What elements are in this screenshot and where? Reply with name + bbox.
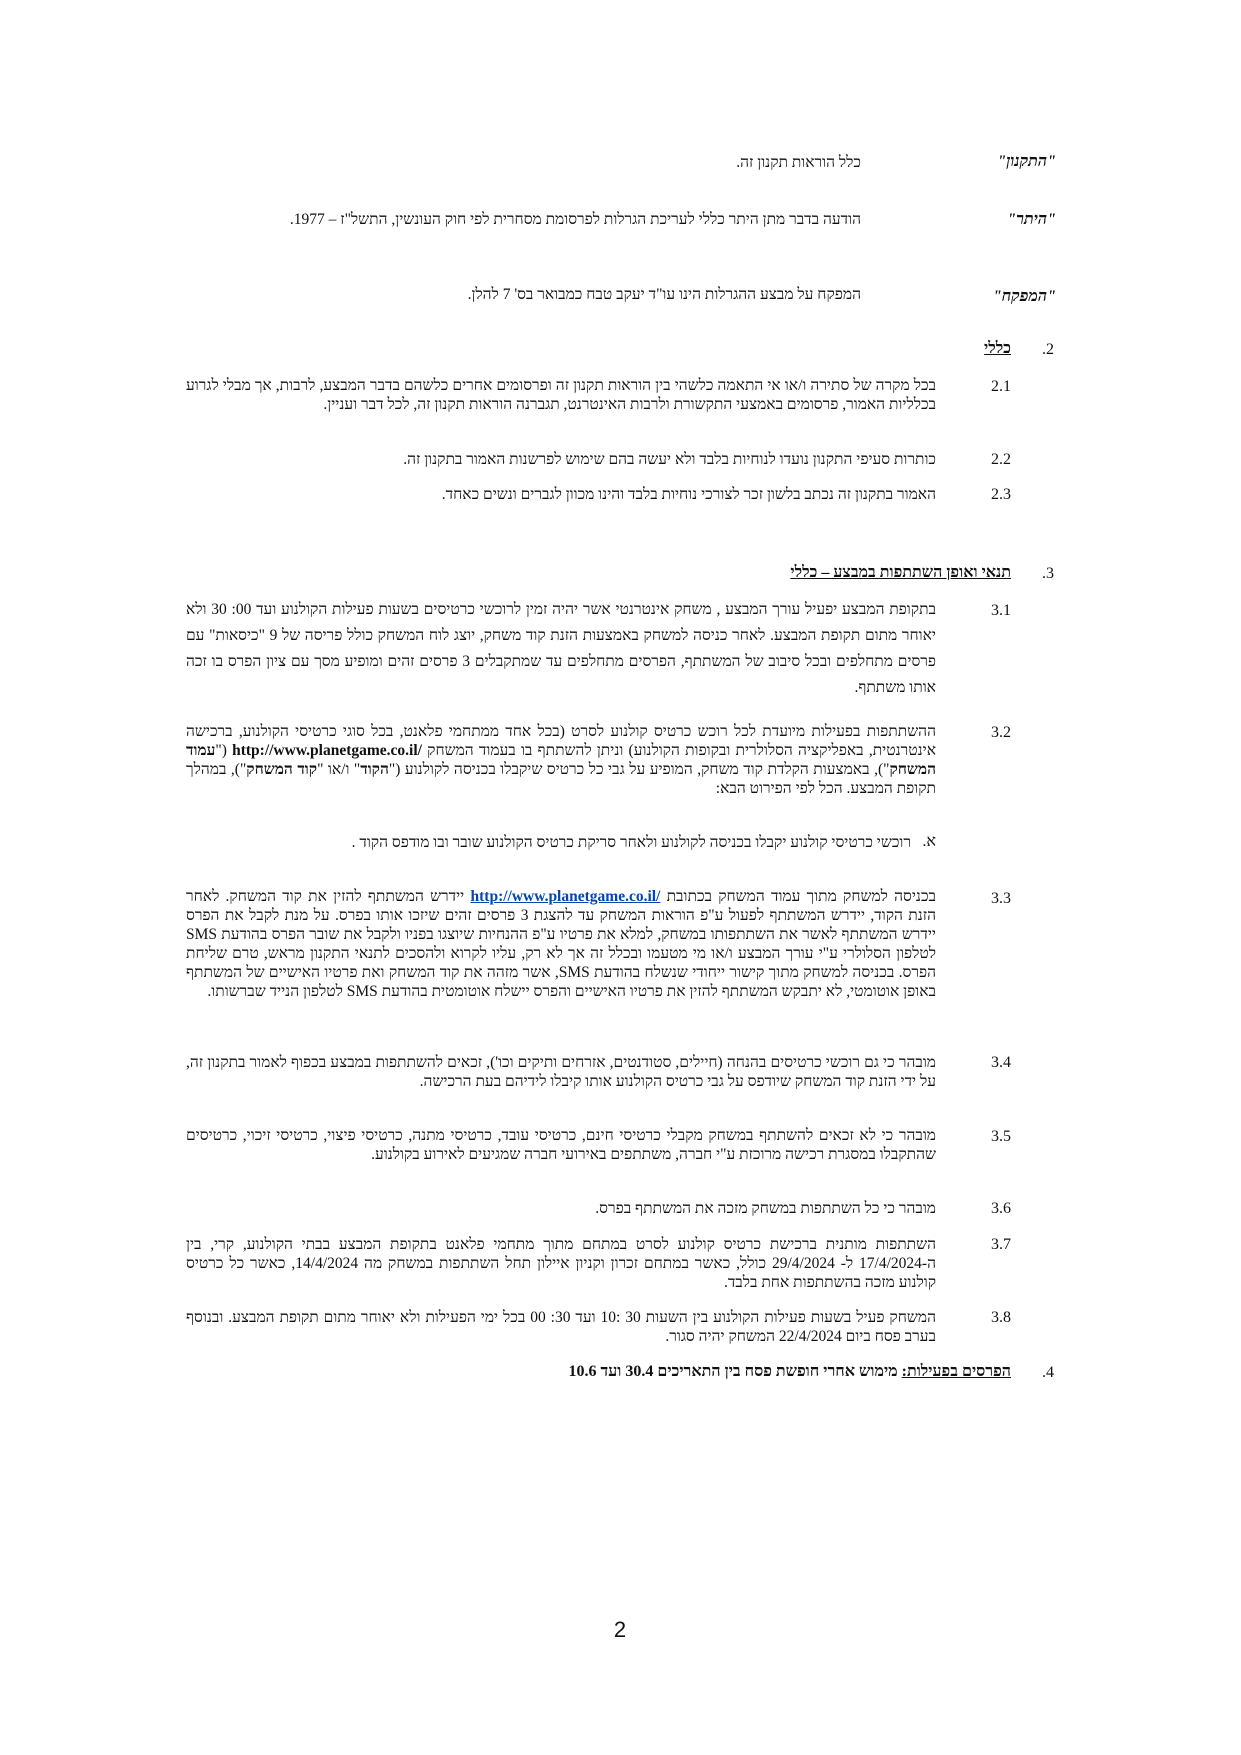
section-3-2-part-4: " ו/או " [317, 761, 361, 778]
section-2-3-number: 2.3 [991, 486, 1011, 503]
term-code: הקוד [360, 761, 389, 778]
section-3-4-number: 3.4 [991, 1054, 1011, 1071]
section-2-2-number: 2.2 [991, 451, 1011, 468]
section-2-number: 2. [1042, 341, 1054, 358]
section-3-8-text: המשחק פעיל בשעות פעילות הקולנוע בין השעות 30 :10 ועד 30: 00 בכל ימי הפעילות ולא יאוחר מתום תקופת המבצע. ובנוסף בערב פסח ביום 22/4/2024 המשחק יהיה סגור. [186, 1309, 936, 1345]
section-3-5-number: 3.5 [991, 1128, 1011, 1145]
definition-term-regulations: "התקנון" [997, 153, 1056, 170]
game-page-link[interactable]: http://www.planetgame.co.il/ [470, 888, 661, 905]
section-3-7-number: 3.7 [991, 1236, 1011, 1253]
section-2-title: כללי [984, 340, 1011, 357]
section-3-3-part-1: בכניסה למשחק מתוך עמוד המשחק בכתובת [666, 888, 937, 905]
section-3-title: תנאי ואופן השתתפות במבצע – כללי [790, 564, 1011, 581]
definition-text-regulations: כלל הוראות תקנון זה. [736, 154, 861, 171]
section-3-3-text [186, 887, 936, 1001]
section-4-subtitle: מימוש אחרי חופשת פסח בין התאריכים 30.4 ועד 10.6 [568, 1363, 898, 1380]
section-3-number: 3. [1042, 565, 1054, 582]
section-2-3-text: האמור בתקנון זה נכתב בלשון זכר לצורכי נוחיות בלבד והינו מכוון לגברים ונשים כאחד. [441, 486, 936, 503]
section-3-1-text: בתקופת המבצע יפעיל עורך המבצע , משחק אינטרנטי אשר יהיה זמין לרוכשי כרטיסים בשעות פעילות הקולנוע ועד 00: 30 ולא יאוחר מתום תקופת המבצע. לאחר כניסה למשחק באמצעות הזנת קוד משחק, יוצג לוח המשחק כולל פריסה של 9 "כיסאות" עם פרסים מתחלפים ובכל סיבוב של המשתתף, הפרסים מתחלפים עד שמתקבלים 3 פרסים זהים ומופיע מסך עם ציון הפרס בו זכה אותו משתתף. [186, 601, 936, 696]
definition-term-supervisor: "המפקח" [992, 288, 1056, 305]
section-3-2-a-text: רוכשי כרטיסי קולנוע יקבלו בכניסה לקולנוע ולאחר סריקת כרטיס הקולנוע שובר ובו מודפס הקוד . [351, 834, 911, 851]
definition-text-permit: הודעה בדבר מתן היתר כללי לעריכת הגרלות לפרסומת מסחרית לפי חוק העונשין, התשל"ז – 1977. [289, 211, 861, 228]
section-3-2-part-2: (" [215, 742, 227, 759]
section-3-6-number: 3.6 [991, 1200, 1011, 1217]
term-game-code: קוד המשחק [246, 761, 318, 778]
section-3-2-part-1: ההשתתפות בפעילות מיועדת לכל רוכש כרטיס קולנוע לסרט (בכל אחד ממתחמי פלאנט, בכל סוגי כרטיסי הקולנוע, ברכישה אינטרנטית, באפליקציה הסלולרית ובקופות הקולנוע) וניתן להשתתף בו בעמוד המשחק [186, 723, 937, 759]
section-3-2-part-3: "), באמצעות הקלדת קוד משחק, המופיע על גבי כל כרטיס שיקבלו בכניסה לקולנוע (" [388, 761, 890, 778]
section-4-heading [569, 1363, 1012, 1381]
section-3-7-text: השתתפות מותנית ברכישת כרטיס קולנוע לסרט במתחם מתוך מתחמי פלאנט בתקופת המבצע בבתי הקולנוע, קרי, בין ה-17/4/2024 ל- 29/4/2024 כולל, כאשר במתחם זכרון וקניון איילון תחל השתתפות במשחק מה 14/4/2024, כאשר כל כרטיס קולנוע מזכה בהשתתפות אחת בלבד. [186, 1236, 936, 1291]
section-3-8-number: 3.8 [991, 1309, 1011, 1326]
section-3-6-text: מובהר כי כל השתתפות במשחק מזכה את המשתתף בפרס. [595, 1200, 936, 1217]
section-4-title: הפרסים בפעילות: [901, 1363, 1011, 1380]
section-4-number: 4. [1042, 1364, 1054, 1381]
section-3-1-number: 3.1 [991, 602, 1011, 619]
definition-text-supervisor: המפקח על מבצע ההגרלות הינו עו"ד יעקב טבח כמבואר בס' 7 להלן. [467, 286, 861, 303]
section-3-3-part-2: יידרש המשתתף להזין את קוד המשחק. לאחר הזנת הקוד, יידרש המשתתף לפעול ע"פ הוראות המשחק עד להצגת 3 פרסים זהים שיזכו אותו בפרס. על מנת לקבל את הפרס יידרש המשתתף לאשר את השתתפותו במשחק, למלא את פרטיו ע"פ ההנחיות שיוצגו בפניו ולקבל את שובר הפרס בהודעת SMS לטלפון הסלולרי ע"י עורך המבצע ו/או מי מטעמו ובכלל זה אך לא רק, עליו לקרוא ולהסכים לתנאי התקנון מראש, טרם שליחת הפרס. בכניסה למשחק מתוך קישור ייחודי שנשלח בהודעת SMS, אשר מזהה את קוד המשחק ואת פרטיו האישיים של המשתתף באופן אוטומטי, לא יתבקש המשתתף להזין את פרטיו האישיים והפרס יישלח אוטומטית בהודעת SMS לטלפון הנייד שברשותו. [186, 888, 937, 1000]
section-3-3-number: 3.3 [991, 890, 1011, 907]
section-2-2-text: כותרות סעיפי התקנון נועדו לנוחיות בלבד ולא יעשה בהם שימוש לפרשנות האמור בתקנון זה. [403, 451, 936, 468]
section-3-4-text: מובהר כי גם רוכשי כרטיסים בהנחה (חיילים, סטודנטים, אזרחים ותיקים וכו'), זכאים להשתתפות במבצע בכפוף לאמור בתקנון זה, על ידי הזנת קוד המשחק שיודפס על גבי כרטיס הקולנוע אותו קיבלו לידיהם בעת הרכישה. [186, 1054, 936, 1090]
section-3-2-text [186, 722, 936, 798]
section-3-2-number: 3.2 [991, 724, 1011, 741]
term-game-page: עמוד המשחק [186, 742, 936, 778]
section-3-2-a-label: א. [922, 833, 936, 850]
section-3-2-part-5: "), במהלך תקופת המבצע. הכל לפי הפירוט הבא: [186, 761, 936, 797]
section-2-1-text: בכל מקרה של סתירה ו/או אי התאמה כלשהי בין הוראות תקנון זה ופרסומים אחרים כלשהם בדבר המבצע, לרבות, אך מבלי לגרוע בכלליות האמור, פרסומים באמצעי התקשורת ולרבות האינטרנט, תגברנה הוראות תקנון זה, לכל דבר ועניין. [186, 377, 936, 413]
section-3-5-text: מובהר כי לא זכאים להשתתף במשחק מקבלי כרטיסי חינם, כרטיסי עובד, כרטיסי מתנה, כרטיסי פיצוי, כרטיסי זיכוי, כרטיסים שהתקבלו במסגרת רכישה מרוכזת ע"י חברה, משתתפים באירועי חברה שמגיעים לאירוע בקולנוע. [186, 1127, 936, 1163]
definition-term-permit: "היתר" [1007, 211, 1056, 228]
game-page-url: http://www.planetgame.co.il/ [232, 742, 422, 759]
page-number: 2 [613, 1617, 627, 1642]
section-2-1-number: 2.1 [991, 378, 1011, 395]
